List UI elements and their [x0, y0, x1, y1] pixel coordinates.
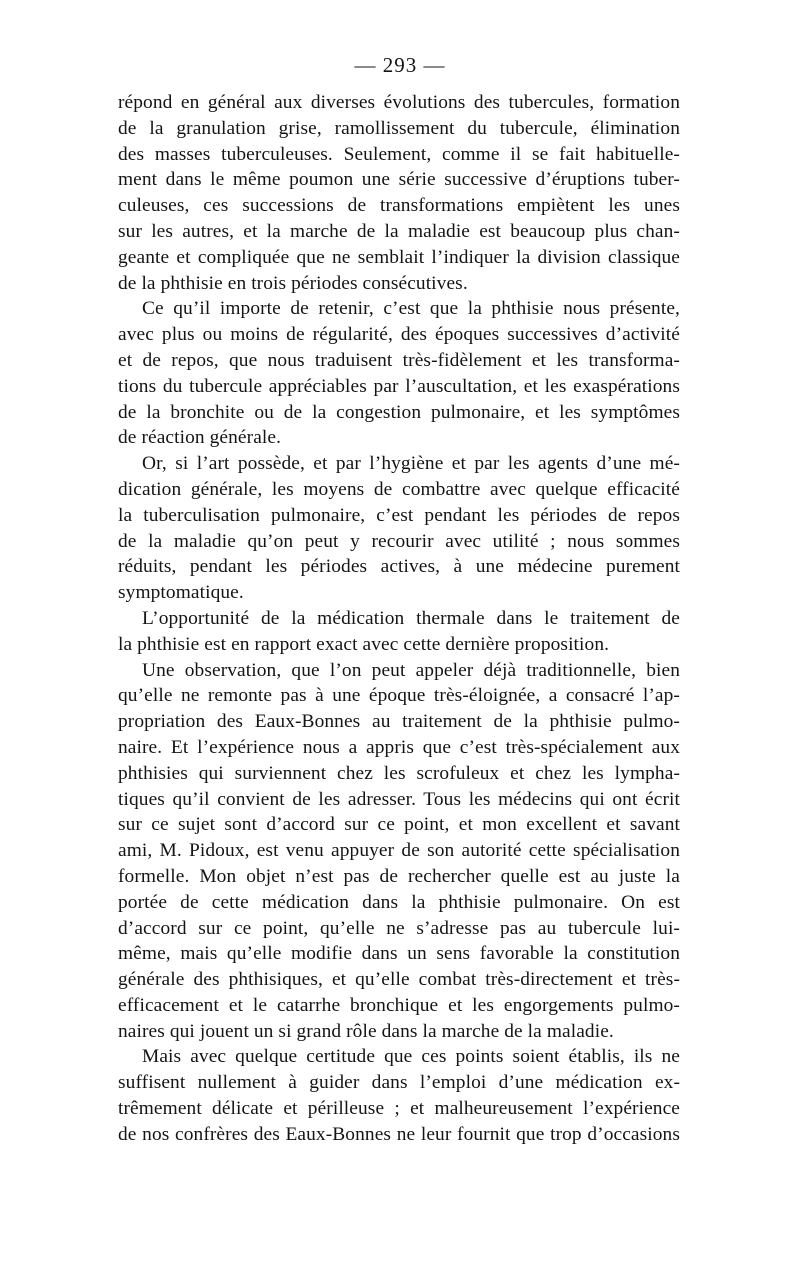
text-line: des masses tuberculeuses. Seulement, comme il se fait habituelle- — [118, 143, 680, 165]
text-line: Ce qu’il importe de retenir, c’est que la phthisie nous présente, — [142, 298, 680, 320]
text-line: naires qui jouent un si grand rôle dans la marche de la maladie. — [118, 1020, 614, 1042]
text-line: formelle. Mon objet n’est pas de rechercher quelle est au juste la — [118, 865, 680, 887]
text-line: tiques qu’il convient de les adresser. Tous les médecins qui ont écrit — [118, 788, 680, 810]
text-line: la phthisie est en rapport exact avec cette dernière proposition. — [118, 633, 610, 655]
text-line: propriation des Eaux-Bonnes au traitement de la phthisie pulmo- — [118, 711, 680, 733]
text-line: Or, si l’art possède, et par l’hygiène et par les agents d’une mé- — [142, 453, 680, 475]
text-line: de la phthisie en trois périodes consécutives. — [118, 272, 468, 294]
body-text — [118, 90, 680, 1148]
text-line: tions du tubercule appréciables par l’auscultation, et les exaspérations — [118, 375, 680, 397]
text-line: dication générale, les moyens de combattre avec quelque efficacité — [118, 478, 680, 500]
text-line: efficacement et le catarrhe bronchique et les engorgements pulmo- — [118, 994, 680, 1016]
text-line: sur ce sujet sont d’accord sur ce point, et mon excellent et savant — [118, 814, 680, 836]
text-line: avec plus ou moins de régularité, des époques successives d’activité — [118, 324, 680, 346]
text-line: de la maladie qu’on peut y recourir avec utilité ; nous sommes — [118, 530, 680, 552]
text-line: la tuberculisation pulmonaire, c’est pendant les périodes de repos — [118, 504, 680, 526]
text-line: Une observation, que l’on peut appeler déjà traditionnelle, bien — [142, 659, 680, 681]
text-line: réduits, pendant les périodes actives, à une médecine purement — [118, 556, 680, 578]
text-line: naire. Et l’expérience nous a appris que c’est très-spécialement aux — [118, 736, 680, 758]
text-line: et de repos, que nous traduisent très-fidèlement et les transforma- — [118, 349, 680, 371]
text-line: générale des phthisiques, et qu’elle combat très-directement et très- — [118, 969, 680, 991]
page-number: — 293 — — [354, 53, 446, 77]
text-line: même, mais qu’elle modifie dans un sens favorable la constitution — [118, 943, 680, 965]
text-line: répond en général aux diverses évolutions des tubercules, formation — [118, 92, 680, 113]
text-line: portée de cette médication dans la phthisie pulmonaire. On est — [118, 891, 680, 913]
text-line: trêmement délicate et périlleuse ; et malheureusement l’expérience — [118, 1098, 680, 1120]
text-line: qu’elle ne remonte pas à une époque très-éloignée, a consacré l’ap- — [118, 685, 680, 707]
text-line: Mais avec quelque certitude que ces points soient établis, ils ne — [142, 1046, 680, 1068]
text-line: culeuses, ces successions de transformations empiètent les unes — [118, 195, 680, 217]
text-line: ment dans le même poumon une série successive d’éruptions tuber- — [118, 169, 680, 191]
text-line: suffisent nullement à guider dans l’emploi d’une médication ex- — [118, 1072, 680, 1094]
text-line: sur les autres, et la marche de la maladie est beaucoup plus chan- — [118, 220, 680, 242]
text-line: symptomatique. — [118, 582, 244, 604]
text-line: geante et compliquée que ne semblait l’indiquer la division classique — [118, 246, 680, 268]
text-line: de la granulation grise, ramollissement du tubercule, élimination — [118, 117, 680, 139]
text-line: d’accord sur ce point, qu’elle ne s’adresse pas au tubercule lui- — [118, 917, 680, 939]
text-line: L’opportunité de la médication thermale dans le traitement de — [142, 607, 680, 629]
text-line: ami, M. Pidoux, est venu appuyer de son autorité cette spécialisation — [118, 840, 680, 862]
text-line: phthisies qui surviennent chez les scrofuleux et chez les lympha- — [118, 762, 680, 784]
text-line: de nos confrères des Eaux-Bonnes ne leur fournit que trop d’occasions — [118, 1123, 680, 1145]
text-line: de réaction générale. — [118, 427, 282, 449]
text-line: de la bronchite ou de la congestion pulmonaire, et les symptômes — [118, 401, 680, 423]
